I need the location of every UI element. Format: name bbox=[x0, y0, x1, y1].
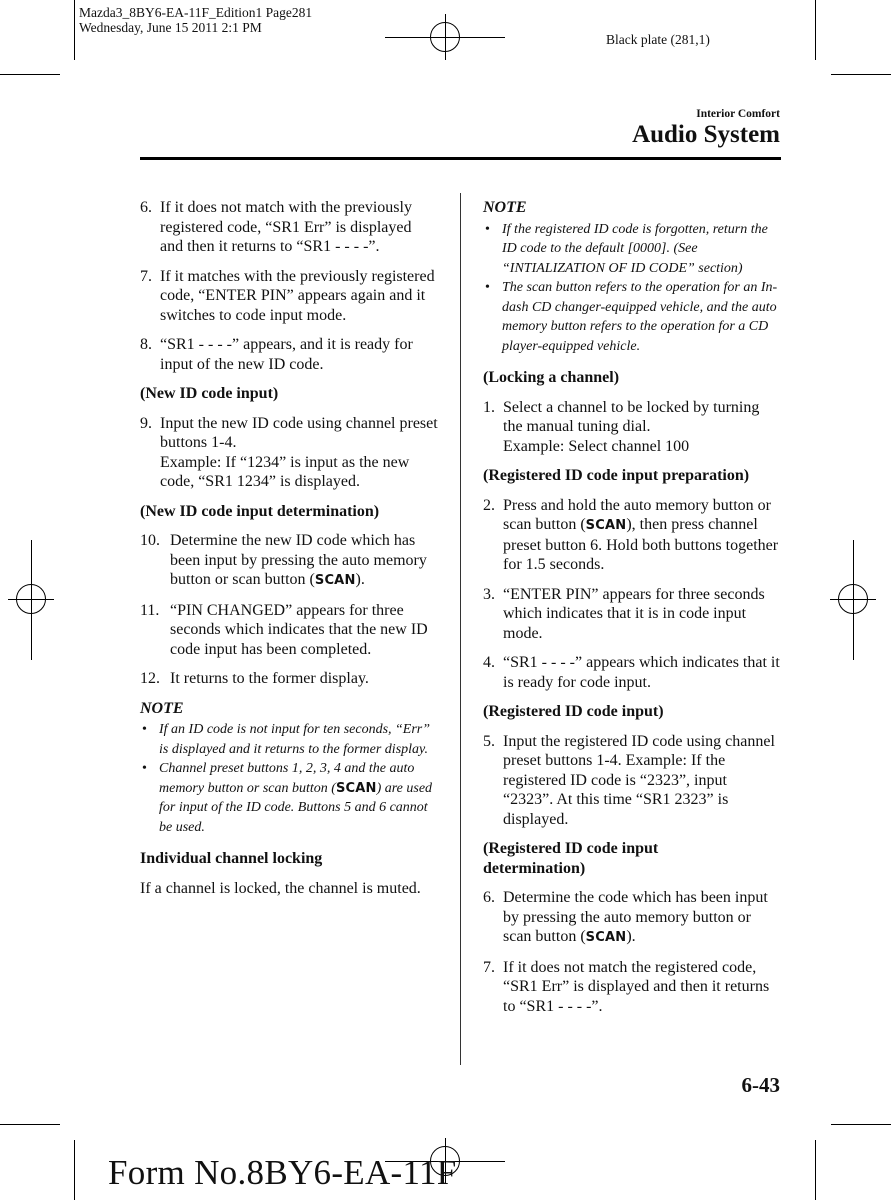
step-number: 6. bbox=[483, 889, 495, 906]
step-text-end: ), then press channel preset button 6. Hold both buttons together for 1.5 seconds. bbox=[503, 516, 779, 573]
step-text: Input the registered ID code using channel preset buttons 1-4. Example: If the registered ID code is “2323”, input “2323”. At this time “SR1 2323” is displayed. bbox=[503, 732, 775, 828]
step-number: 3. bbox=[483, 585, 495, 603]
step-example: Example: Select channel 100 bbox=[503, 437, 690, 455]
file-info-date: Wednesday, June 15 2011 2:1 PM bbox=[79, 20, 262, 35]
note-item bbox=[140, 720, 438, 759]
step-text: Press and hold the auto memory button or scan button ( bbox=[503, 496, 771, 533]
step-number: 12. bbox=[140, 670, 160, 687]
note-text: The scan button refers to the operation for an In-dash CD changer-equipped vehicle, and the auto memory button refers to the operation for a CD player-equipped vehicle. bbox=[502, 280, 778, 354]
note-title: NOTE bbox=[140, 699, 184, 717]
step-text: “ENTER PIN” appears for three seconds which indicates that it is in code input mode. bbox=[503, 585, 765, 642]
scan-button-icon: SCAN bbox=[314, 573, 356, 588]
step-item bbox=[483, 585, 781, 644]
scan-button-icon: SCAN bbox=[585, 930, 627, 945]
left-column bbox=[140, 198, 438, 908]
step-item bbox=[140, 267, 438, 326]
file-info bbox=[79, 5, 312, 35]
column-divider bbox=[460, 193, 461, 1065]
step-text-end: ). bbox=[355, 571, 365, 588]
step-example: Example: If “1234” is input as the new code, “SR1 1234” is displayed. bbox=[160, 453, 410, 490]
page-title: Audio System bbox=[632, 121, 780, 148]
note-text: If an ID code is not input for ten seconds, “Err” is displayed and it returns to the former display. bbox=[159, 722, 431, 757]
note-text-end: ) are used for input of the ID code. Buttons 5 and 6 cannot be used. bbox=[159, 780, 433, 835]
step-item bbox=[483, 958, 781, 1017]
step-item bbox=[140, 669, 438, 689]
step-text: Determine the new ID code which has been input by pressing the auto memory button or scan button ( bbox=[170, 532, 427, 588]
note-item bbox=[483, 220, 781, 279]
step-text: Select a channel to be locked by turning the manual tuning dial. bbox=[503, 398, 760, 435]
step-number: 11. bbox=[140, 601, 160, 619]
file-info-name: Mazda3_8BY6-EA-11F_Edition1 Page281 bbox=[79, 5, 313, 20]
note-text: If the registered ID code is forgotten, return the ID code to the default [0000]. (See “INTIALIZATION OF ID CODE” section) bbox=[502, 221, 768, 276]
step-item bbox=[483, 496, 781, 575]
step-text-end: ). bbox=[626, 928, 636, 945]
crop-mark bbox=[815, 0, 816, 60]
subheading-line: (Registered ID code input bbox=[483, 840, 659, 857]
step-number: 4. bbox=[483, 654, 495, 671]
bullet-icon: • bbox=[485, 280, 490, 295]
step-text: It returns to the former display. bbox=[170, 670, 369, 687]
step-number: 1. bbox=[483, 398, 495, 416]
step-text: If it does not match with the previously registered code, “SR1 Err” is displayed and then it returns to “SR1 - - - -”. bbox=[160, 199, 412, 255]
crop-mark bbox=[0, 1124, 60, 1125]
step-number: 9. bbox=[140, 414, 152, 432]
step-number: 7. bbox=[483, 958, 495, 976]
step-item bbox=[483, 732, 781, 830]
page-number: 6-43 bbox=[741, 1073, 780, 1097]
step-text: “PIN CHANGED” appears for three seconds which indicates that the new ID code input has been completed. bbox=[170, 601, 428, 658]
note-list bbox=[483, 220, 781, 357]
step-number: 10. bbox=[140, 532, 160, 549]
step-item bbox=[140, 335, 438, 374]
step-number: 2. bbox=[483, 496, 495, 514]
form-number: Form No.8BY6-EA-11F bbox=[108, 1153, 457, 1192]
subheading: Individual channel locking bbox=[140, 850, 323, 867]
header-rule bbox=[140, 157, 781, 160]
note-list bbox=[140, 720, 438, 837]
subheading: (New ID code input) bbox=[140, 385, 279, 402]
step-number: 5. bbox=[483, 732, 495, 750]
step-item bbox=[483, 653, 781, 692]
note-text: Channel preset buttons 1, 2, 3, 4 and the auto memory button or scan button ( bbox=[159, 761, 415, 796]
crop-mark bbox=[74, 1140, 75, 1200]
scan-button-icon: SCAN bbox=[585, 518, 627, 533]
crop-mark bbox=[74, 0, 75, 60]
crop-mark bbox=[831, 1124, 891, 1125]
step-number: 8. bbox=[140, 336, 152, 353]
plate-info: Black plate (281,1) bbox=[606, 32, 710, 47]
step-number: 6. bbox=[140, 199, 152, 216]
scan-button-icon: SCAN bbox=[335, 780, 377, 796]
subheading bbox=[483, 839, 781, 878]
subheading: (Registered ID code input) bbox=[483, 703, 664, 720]
step-text: “SR1 - - - -” appears, and it is ready for input of the new ID code. bbox=[160, 336, 413, 373]
step-text: Determine the code which has been input by pressing the auto memory button or scan button ( bbox=[503, 889, 768, 945]
step-item bbox=[140, 601, 438, 660]
subheading: (Registered ID code input preparation) bbox=[483, 467, 750, 484]
subheading-line: determination) bbox=[483, 859, 586, 877]
step-item bbox=[140, 198, 438, 257]
step-text: If it matches with the previously registered code, “ENTER PIN” appears again and it switches to code input mode. bbox=[160, 267, 435, 324]
step-number: 7. bbox=[140, 267, 152, 285]
paragraph: If a channel is locked, the channel is muted. bbox=[140, 879, 421, 897]
step-text: Input the new ID code using channel preset buttons 1-4. bbox=[160, 414, 438, 451]
crop-mark bbox=[0, 74, 60, 75]
section-label: Interior Comfort bbox=[696, 108, 780, 120]
crop-mark bbox=[831, 74, 891, 75]
right-column bbox=[483, 198, 781, 1026]
note-item bbox=[483, 278, 781, 356]
step-item bbox=[483, 888, 781, 948]
step-item bbox=[140, 414, 438, 492]
subheading: (New ID code input determination) bbox=[140, 502, 380, 520]
step-item bbox=[140, 531, 438, 591]
note-title: NOTE bbox=[483, 199, 527, 216]
step-text: If it does not match the registered code, “SR1 Err” is displayed and then it returns to “SR1 - - - -”. bbox=[503, 958, 770, 1015]
step-text: “SR1 - - - -” appears which indicates that it is ready for code input. bbox=[503, 654, 780, 691]
bullet-icon: • bbox=[142, 722, 147, 737]
subheading: (Locking a channel) bbox=[483, 369, 620, 386]
bullet-icon: • bbox=[485, 221, 490, 237]
step-item bbox=[483, 398, 781, 457]
bullet-icon: • bbox=[142, 761, 147, 776]
note-item bbox=[140, 759, 438, 837]
crop-mark bbox=[815, 1140, 816, 1200]
